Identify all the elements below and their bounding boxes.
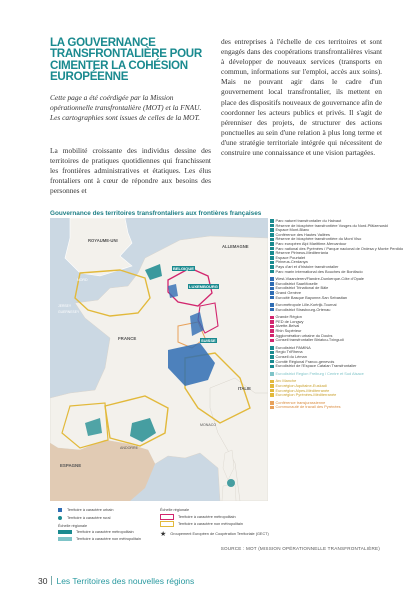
symbol-legend-label: Territoire à caractère urbain — [67, 508, 114, 512]
legend-item — [270, 308, 405, 313]
legend-item-label: Espace Pourtalet — [275, 254, 306, 260]
legend-swatch — [270, 401, 274, 405]
legend-swatch — [270, 256, 274, 260]
legend-swatch — [270, 360, 274, 364]
label-espagne: ESPAGNE — [60, 463, 82, 468]
symbol-legend-label: Territoire à caractère non métropolitain — [76, 537, 141, 541]
legend-item-label: Pirineus-Cerdanya — [275, 259, 308, 265]
legend-item — [270, 393, 405, 398]
circle-icon — [58, 516, 62, 520]
symbol-legend-label: Territoire à caractère métropolitain — [76, 530, 134, 534]
legend-swatch — [270, 365, 274, 369]
legend-swatch — [270, 389, 274, 393]
symbol-legend-label: Territoire à caractère métropolitain — [178, 515, 236, 519]
legend-swatch — [270, 325, 274, 329]
legend-swatch — [270, 303, 274, 307]
label-guernesey: GUERNESEY — [58, 310, 80, 314]
legend-item-label: Grand Genève — [275, 289, 302, 295]
legend-swatch — [270, 261, 274, 265]
legend-group — [270, 277, 405, 300]
legend-item — [270, 372, 405, 377]
legend-item-label: Conférence des Hautes Vallées — [275, 231, 330, 237]
legend-item-label: Conférence transjurassienne — [275, 399, 326, 405]
legend-item-label: Eurodistrict SaarMoselle — [275, 280, 318, 286]
legend-item-label: Pays d'art et d'histoire transfrontalier — [275, 263, 339, 269]
symbol-legend-item — [58, 516, 110, 520]
label-monaco: MONACO — [200, 423, 217, 427]
legend-item-label: Agglomération urbaine du Doubs — [275, 332, 333, 338]
article-intro: Cette page a été coérdigée par la Mission opérationnelle transfrontalière (MOT) et la FNAU. Les cartographies sont issues de celles de la MOT. — [50, 93, 202, 123]
legend-swatch — [270, 228, 274, 232]
star-icon: ★ — [160, 531, 167, 538]
legend-swatch — [270, 316, 274, 320]
legend-item-label: Alzette-Belval — [275, 323, 300, 329]
legend-group — [270, 346, 405, 369]
legend-item-label: Espace Mont-Blanc — [275, 227, 310, 233]
symbol-legend-label: Échelle régionale — [58, 524, 88, 528]
legend-item-label: Conseil du Léman — [275, 354, 307, 360]
symbol-legend-label: Groupement Européen de Coopération Territoriale (GECT) — [170, 532, 269, 536]
legend-item-label: Eurodistrict PAMINA — [275, 344, 311, 350]
symbol-legend-item — [58, 508, 113, 512]
label-italie: ITALIE — [238, 386, 251, 391]
legend-swatch — [270, 355, 274, 359]
symbol-legend-item — [160, 521, 243, 527]
legend-swatch — [270, 339, 274, 343]
legend-item-label: Parc naturel transfrontalier du Hainaut — [275, 218, 342, 223]
legend-item-label: Grande Région — [275, 314, 302, 320]
legend-swatch — [270, 351, 274, 355]
legend-item — [270, 405, 405, 410]
symbol-legend-label: Territoire à caractère non métropolitain — [178, 522, 243, 526]
map — [50, 218, 268, 501]
swatch-icon — [58, 530, 72, 534]
legend-item-label: Conseil transfrontalier Biriatou-Txingudi — [275, 337, 344, 343]
legend-swatch — [270, 329, 274, 333]
legend-swatch — [270, 406, 274, 410]
legend-item-label: Eurorégion Alpes-Méditerranée — [275, 387, 330, 393]
map-svg — [50, 218, 268, 501]
legend-swatch — [270, 296, 274, 300]
symbol-legend-item — [58, 537, 141, 541]
article-title: LA GOUVERNANCE TRANSFRONTALIÈRE POUR CIMENTER LA COHÉSION EUROPÉENNE — [50, 36, 202, 84]
legend-swatch — [270, 334, 274, 338]
legend-item-label: Réserve de biosphère transfrontière Vosges du Nord-Pfälzerwald — [275, 222, 388, 228]
legend-item-label: Réserve Pirineus-Mediterrània — [275, 250, 329, 256]
symbol-legend-item — [58, 524, 87, 528]
label-allemagne: ALLEMAGNE — [222, 244, 249, 249]
legend-swatch — [270, 219, 274, 223]
label-nord: NORD — [77, 278, 88, 282]
outline-swatch-icon — [160, 521, 174, 527]
label-andorre: ANDORRE — [120, 446, 138, 450]
legend-swatch — [270, 287, 274, 291]
symbol-legend-item — [58, 530, 134, 534]
label-jersey: JERSEY — [58, 304, 72, 308]
legend-group — [270, 303, 405, 312]
legend-item-label: Parc national des Pyrénées / Parque nacional de Ordesa y Monte Perdido — [275, 245, 404, 251]
label-uk: ROYAUME-UNI — [88, 238, 118, 243]
square-icon — [58, 508, 62, 512]
footer-title: Les Territoires des nouvelles régions — [56, 576, 195, 586]
legend-item-label: Arc Manche — [275, 378, 297, 384]
legend-item-label: Eurométropole Lille-Kortrijk-Tournai — [275, 302, 337, 308]
legend-swatch — [270, 247, 274, 251]
legend-group — [270, 219, 405, 274]
legend-swatch — [270, 393, 274, 397]
legend-item-label: Eurodistrict Trinational de Bâle — [275, 285, 329, 291]
label-france: FRANCE — [118, 336, 137, 341]
legend-item-label: Eurocité Basque Bayonne-San Sebastian — [275, 294, 348, 300]
legend-item — [270, 364, 405, 369]
symbol-legend-item — [160, 530, 269, 538]
legend-swatch — [270, 384, 274, 388]
legend-item-label: Communauté de travail des Pyrénées — [275, 404, 341, 410]
legend-item — [270, 338, 405, 343]
legend-swatch — [270, 277, 274, 281]
page-footer — [38, 576, 194, 586]
outline-swatch-icon — [160, 514, 174, 520]
symbol-legend-item — [160, 514, 236, 520]
legend-swatch — [270, 251, 274, 255]
legend-swatch — [270, 224, 274, 228]
page-number: 30 — [38, 576, 48, 586]
symbol-legend-label: Échelle régionale — [160, 508, 190, 512]
legend-item-label: Eurorégion Pyrénées-Méditerranée — [275, 392, 337, 398]
symbol-legend-label: Territoire à caractère rural — [67, 516, 111, 520]
legend-item-label: Comité Régional Franco-genevois — [275, 358, 335, 364]
legend-group — [270, 379, 405, 397]
legend-group — [270, 401, 405, 410]
legend-swatch — [270, 291, 274, 295]
legend-swatch — [270, 372, 274, 376]
legend-item-label: West-Vlaanderen/Flandre-Dunkerque-Côte d'Opale — [275, 276, 364, 282]
body-column-1: La mobilité croissante des individus dessine des territoires de pratiques quotidiennes qui franchissent les frontières administratives et étatiques. Les élus frontaliers ont à cœur de répondre aux besoins des personnes et — [50, 146, 211, 196]
body-column-2: des entreprises à l'échelle de ces territoires et sont engagés dans des coopérations transfrontalières visant à développer de nouveaux services (transports en commun, informations sur l'emploi, accès aux soins). Mais ne pouvant agir dans le cadre d'un gouvernement local transfrontalier, ils mettent en place des dispositifs nouveaux de gouvernance afin de coordonner les acteurs publics et privés. Il s'agit de pérenniser des projets, de structurer des actions ponctuelles au sein d'une relation à plus long terme et d'une stratégie territoriale intégrée qui nécessitent de construire une connaissance et une vision partagées. — [221, 37, 382, 158]
legend-swatch — [270, 238, 274, 242]
legend-item-label: Parc européen Alpi Marittime-Mercantour — [275, 240, 347, 246]
legend-item-label: Regio TriRhena — [275, 349, 303, 355]
legend-swatch — [270, 308, 274, 312]
swatch-icon — [58, 537, 72, 541]
legend-item-label: Eurodistrict de l'Espace Catalan Transfrontalier — [275, 363, 357, 369]
legend-item-label: Eurorégion Aquitaine-Euskadi — [275, 383, 327, 388]
legend-item-label: Parc marin international des Bouches de Bonifacio — [275, 268, 363, 274]
legend-item-label: Réserve de biosphère transfrontière du Mont Viso — [275, 236, 362, 242]
legend-swatch — [270, 233, 274, 237]
legend-item-label: Eurodistrict Region Freiburg / Centre et Sud Alsace — [275, 370, 364, 376]
legend-group — [270, 372, 405, 377]
legend-swatch — [270, 346, 274, 350]
legend-swatch — [270, 270, 274, 274]
legend-item — [270, 296, 405, 301]
legend-item — [270, 270, 405, 275]
legend-swatch — [270, 320, 274, 324]
legend-swatch — [270, 265, 274, 269]
legend-swatch — [270, 282, 274, 286]
map-source: SOURCE : MOT (MISSION OPÉRATIONNELLE TRANSFRONTALIÈRE) — [220, 546, 380, 551]
legend-group — [270, 315, 405, 343]
legend-item-label: PED de Longwy — [275, 318, 304, 324]
label-lux: LUXEMBOURG — [189, 284, 218, 289]
legend-item-label: Rhin Supérieur — [275, 328, 302, 334]
legend-swatch — [270, 242, 274, 246]
legend-swatch — [270, 380, 274, 384]
map-title: Gouvernance des territoires transfrontaliers aux frontières françaises — [50, 210, 262, 217]
legend — [270, 219, 405, 413]
legend-item-label: Eurodistrict Strasbourg-Ortenau — [275, 306, 331, 312]
footer-divider — [51, 576, 52, 585]
label-suisse: SUISSE — [201, 338, 216, 343]
label-belgique: BELGIQUE — [173, 266, 194, 271]
symbol-legend-item — [160, 508, 189, 512]
